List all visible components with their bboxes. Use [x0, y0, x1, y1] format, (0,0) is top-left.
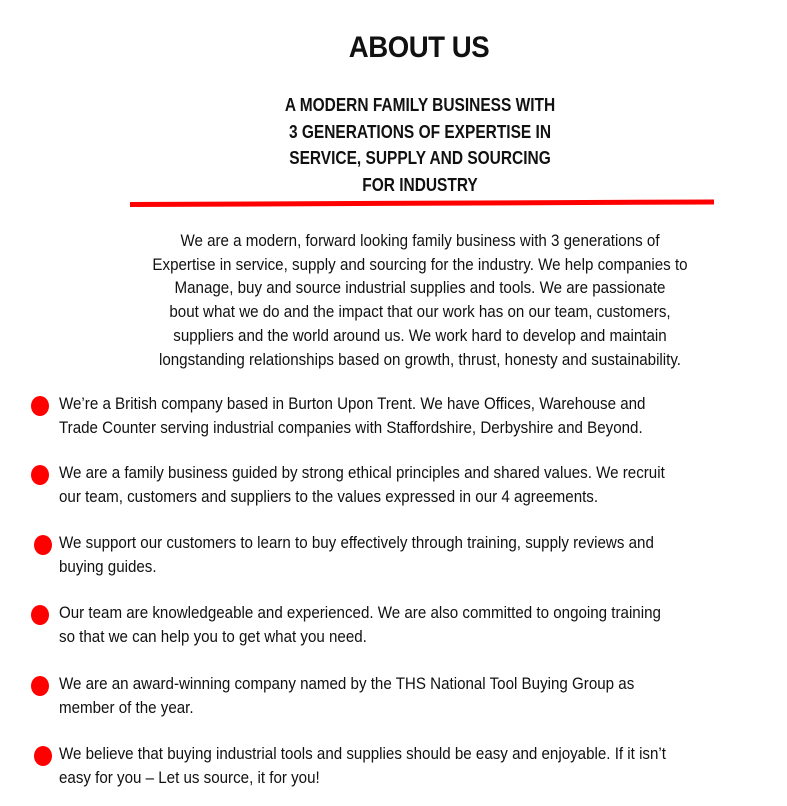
- red-dot-icon: [31, 465, 49, 485]
- bullet-line: We’re a British company based in Burton Upon Trent. We have Offices, Warehouse and: [59, 394, 646, 413]
- bullet-line: easy for you – Let us source, it for you!: [59, 768, 320, 787]
- bullet-line: We support our customers to learn to buy effectively through training, supply reviews and: [59, 533, 654, 552]
- bullet-text: [59, 742, 787, 790]
- subtitle: [59, 92, 781, 198]
- bullet-text: [59, 531, 787, 579]
- bullet-text: [59, 392, 787, 440]
- intro-line: bout what we do and the impact that our work has on our team, customers,: [169, 302, 671, 322]
- page-title: ABOUT US: [348, 31, 490, 65]
- bullet-line: Trade Counter serving industrial companies with Staffordshire, Derbyshire and Beyond.: [59, 418, 643, 437]
- red-dot-icon: [31, 396, 49, 416]
- red-divider: [130, 199, 714, 207]
- bullet-line: so that we can help you to get what you need.: [59, 627, 367, 646]
- bullet-text: [59, 672, 787, 720]
- intro-line: We are a modern, forward looking family business with 3 generations of: [180, 231, 660, 250]
- red-dot-icon: [34, 535, 52, 555]
- subtitle-line: SERVICE, SUPPLY AND SOURCING: [289, 148, 551, 168]
- intro-line: suppliers and the world around us. We work hard to develop and maintain: [173, 325, 667, 345]
- bullet-text: [59, 601, 787, 649]
- subtitle-line: FOR INDUSTRY: [362, 174, 478, 195]
- intro-line: Manage, buy and source industrial supplies and tools. We are passionate: [174, 278, 666, 298]
- intro-paragraph: [46, 229, 787, 371]
- intro-line: longstanding relationships based on growth, thrust, honesty and sustainability.: [158, 349, 682, 369]
- bullet-line: Our team are knowledgeable and experienced. We are also committed to ongoing training: [59, 603, 661, 622]
- red-dot-icon: [31, 605, 49, 625]
- bullet-line: We are an award-winning company named by the THS National Tool Buying Group as: [59, 674, 635, 693]
- subtitle-line: 3 GENERATIONS OF EXPERTISE IN: [288, 121, 552, 142]
- intro-line: Expertise in service, supply and sourcing for the industry. We help companies to: [152, 254, 688, 274]
- subtitle-line: A MODERN FAMILY BUSINESS WITH: [284, 95, 556, 115]
- bullet-text: [59, 461, 787, 509]
- red-dot-icon: [31, 676, 49, 696]
- red-dot-icon: [34, 746, 52, 766]
- bullet-line: member of the year.: [59, 698, 194, 717]
- bullet-line: buying guides.: [59, 557, 157, 576]
- bullet-line: We are a family business guided by strong ethical principles and shared values. We recruit: [59, 463, 665, 482]
- bullet-line: We believe that buying industrial tools and supplies should be easy and enjoyable. If it isn’t: [59, 744, 666, 763]
- bullet-line: our team, customers and suppliers to the values expressed in our 4 agreements.: [59, 487, 599, 506]
